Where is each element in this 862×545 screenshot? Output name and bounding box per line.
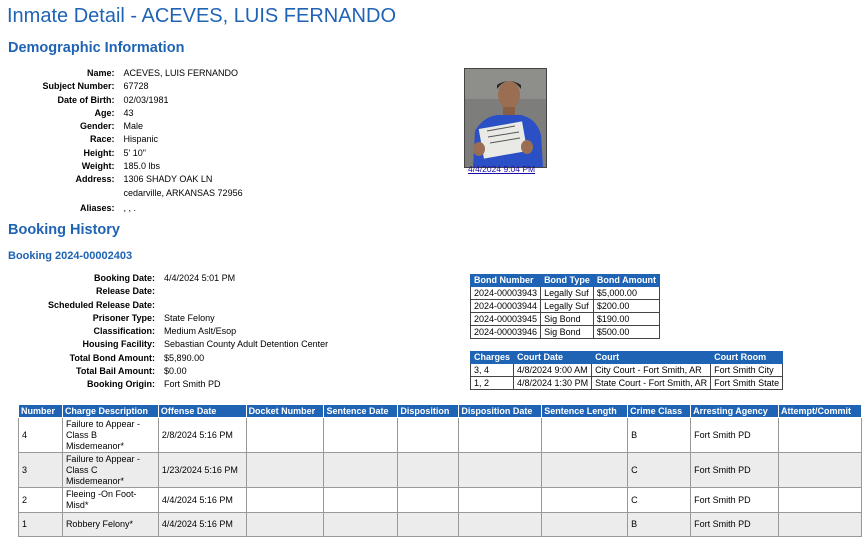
table-row: 4 Failure to Appear - Class B Misdemeanor* 2/8/2024 5:16 PM B Fort Smith PD xyxy=(19,418,862,453)
table-row: 2024-00003945 Sig Bond $190.00 xyxy=(471,313,660,326)
field-address: Address: 1306 SHADY OAK LN cedarville, ARKANSAS 72956 xyxy=(75,174,243,198)
field-height: Height: 5' 10" xyxy=(83,147,146,158)
field-scheduled-release-date: Scheduled Release Date: xyxy=(48,299,156,310)
bond-table xyxy=(470,274,660,339)
photo-date-link[interactable]: 4/4/2024 9:04 PM xyxy=(468,164,536,174)
demographic-info xyxy=(39,67,243,215)
bond-header-row: Bond Number Bond Type Bond Amount xyxy=(471,275,660,287)
booking-history-heading: Booking History xyxy=(8,222,120,238)
table-row: 1 Robbery Felony* 4/4/2024 5:16 PM B Fort Smith PD xyxy=(19,513,862,537)
mugshot-image xyxy=(465,69,546,167)
field-name: Name: ACEVES, LUIS FERNANDO xyxy=(87,68,239,78)
table-row: 3 Failure to Appear - Class C Misdemeanor* 1/23/2024 5:16 PM C Fort Smith PD xyxy=(19,453,862,488)
field-weight: Weight: 185.0 lbs xyxy=(81,161,161,172)
table-row: 1, 2 4/8/2024 1:30 PM State Court - Fort Smith, AR Fort Smith State xyxy=(471,377,783,390)
charges-table xyxy=(18,404,862,537)
field-release-date: Release Date: xyxy=(96,286,156,297)
field-prisoner-type: Prisoner Type: State Felony xyxy=(92,312,215,323)
table-row: 2 Fleeing -On Foot-Misd* 4/4/2024 5:16 PM C Fort Smith PD xyxy=(19,488,862,513)
field-booking-date: Booking Date: 4/4/2024 5:01 PM xyxy=(94,273,236,283)
field-housing-facility: Housing Facility: Sebastian County Adult Detention Center xyxy=(82,339,329,350)
field-subject-number: Subject Number: 67728 xyxy=(42,81,149,92)
field-age: Age: 43 xyxy=(94,107,134,118)
table-row: 2024-00003944 Legally Suf $200.00 xyxy=(471,300,660,313)
booking-heading: Booking 2024-00002403 xyxy=(8,250,133,262)
address-line-2: cedarville, ARKANSAS 72956 xyxy=(123,187,243,198)
table-row: 2024-00003946 Sig Bond $500.00 xyxy=(471,326,660,339)
demographic-heading: Demographic Information xyxy=(8,40,185,56)
field-dob: Date of Birth: 02/03/1981 xyxy=(57,94,169,105)
page-title: Inmate Detail - ACEVES, LUIS FERNANDO xyxy=(7,5,397,27)
field-race: Race: Hispanic xyxy=(90,134,159,145)
mugshot-photo[interactable] xyxy=(464,68,547,168)
field-gender: Gender: Male xyxy=(80,121,144,132)
booking-info xyxy=(48,272,328,392)
court-header-row: Charges Court Date Court Court Room xyxy=(471,352,783,364)
table-row: 3, 4 4/8/2024 9:00 AM City Court - Fort Smith, AR Fort Smith City xyxy=(471,364,783,377)
charges-header-row: Number Charge Description Offense Date Docket Number Sentence Date Disposition Disposition Date Sentence Length Crime Class Arresting Agency Attempt/Commit xyxy=(19,405,862,418)
field-classification: Classification: Medium Aslt/Esop xyxy=(93,326,237,337)
field-total-bond: Total Bond Amount: $5,890.00 xyxy=(69,352,205,363)
address-line-1: 1306 SHADY OAK LN xyxy=(123,174,213,185)
field-booking-origin: Booking Origin: Fort Smith PD xyxy=(87,379,221,390)
court-table xyxy=(470,351,783,390)
table-row: 2024-00003943 Legally Suf $5,000.00 xyxy=(471,287,660,300)
field-aliases: Aliases: , , . xyxy=(79,202,137,213)
field-total-bail: Total Bail Amount: $0.00 xyxy=(76,366,187,377)
